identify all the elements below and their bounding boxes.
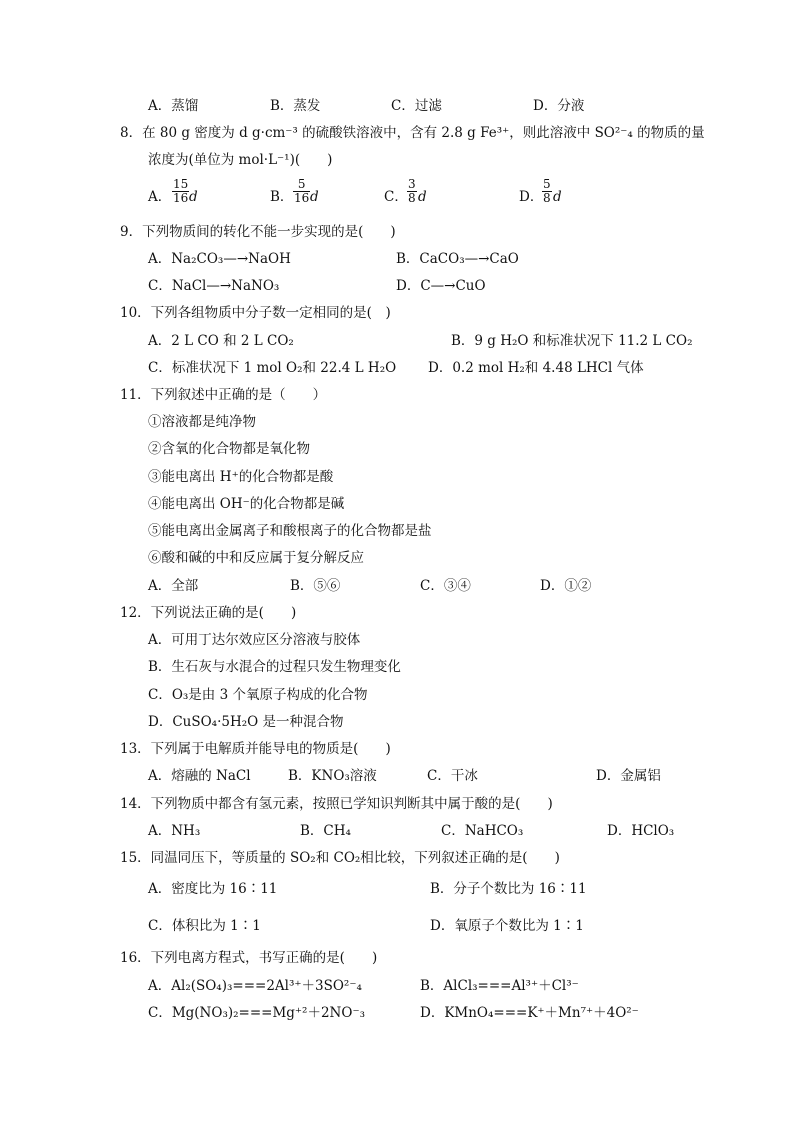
q12-option-d: D．CuSO₄·5H₂O 是一种混合物	[148, 714, 344, 730]
q9-option-a: A．Na₂CO₃—→NaOH	[148, 251, 291, 267]
q15-option-d: D．氧原子个数比为 1∶1	[430, 918, 584, 934]
q11-statement-6: ⑥酸和碱的中和反应属于复分解反应	[148, 550, 364, 566]
q8-option-b-fraction	[293, 178, 310, 205]
q9-stem: 9．下列物质间的转化不能一步实现的是( )	[120, 224, 396, 240]
q7-option-d: D．分液	[533, 98, 585, 114]
q15-option-c: C．体积比为 1∶1	[148, 918, 261, 934]
q14-option-c: C．NaHCO₃	[441, 823, 524, 839]
q10-stem: 10．下列各组物质中分子数一定相同的是( )	[120, 305, 391, 321]
q11-option-d: D．①②	[540, 578, 592, 594]
q12-stem: 12．下列说法正确的是( )	[120, 605, 297, 621]
q13-option-b: B．KNO₃溶液	[288, 768, 377, 784]
q13-option-c: C．干冰	[427, 768, 478, 784]
q11-option-b: B．⑤⑥	[290, 578, 341, 594]
q13-stem: 13．下列属于电解质并能导电的物质是( )	[120, 741, 391, 757]
q12-option-c: C．O₃是由 3 个氧原子构成的化合物	[148, 687, 368, 703]
q8-option-d-variable: d	[553, 189, 562, 205]
q11-option-c: C．③④	[420, 578, 471, 594]
q16-option-b: B．AlCl₃===Al³⁺＋Cl³⁻	[420, 978, 579, 994]
q8-stem-line1: 8．在 80 g 密度为 d g·cm⁻³ 的硫酸铁溶液中，含有 2.8 g Fe³⁺，则此溶液中 SO²⁻₄ 的物质的量	[120, 125, 705, 141]
q12-option-a: A．可用丁达尔效应区分溶液与胶体	[148, 632, 361, 648]
q13-option-a: A．熔融的 NaCl	[148, 768, 251, 784]
q11-option-a: A．全部	[148, 578, 199, 594]
q14-option-d: D．HClO₃	[607, 823, 675, 839]
q8-stem-line2: 浓度为(单位为 mol·L⁻¹)( )	[148, 152, 333, 168]
q16-option-d: D．KMnO₄===K⁺＋Mn⁷⁺＋4O²⁻	[420, 1005, 639, 1021]
q16-stem: 16．下列电离方程式，书写正确的是( )	[120, 950, 378, 966]
q15-stem: 15．同温同压下，等质量的 SO₂和 CO₂相比较，下列叙述正确的是( )	[120, 850, 560, 866]
q8-option-a-fraction	[172, 178, 189, 205]
q13-option-d: D．金属铝	[596, 768, 661, 784]
q7-option-b: B．蒸发	[270, 98, 321, 114]
q15-option-b: B．分子个数比为 16∶11	[430, 881, 587, 897]
fraction-denominator: 16	[294, 191, 310, 205]
q8-option-c-variable: d	[418, 189, 427, 205]
q9-option-c: C．NaCl—→NaNO₃	[148, 278, 280, 294]
q12-option-b: B．生石灰与水混合的过程只发生物理变化	[148, 659, 401, 675]
fraction-numerator: 5	[297, 177, 306, 191]
q7-option-c: C．过滤	[391, 98, 442, 114]
fraction-denominator: 16	[173, 191, 189, 205]
q11-stem: 11．下列叙述中正确的是（ ）	[120, 387, 327, 403]
q9-option-b: B．CaCO₃—→CaO	[396, 251, 519, 267]
q10-option-d: D．0.2 mol H₂和 4.48 LHCl 气体	[428, 360, 644, 376]
q8-option-b-variable: d	[310, 189, 319, 205]
q16-option-c: C．Mg(NO₃)₂===Mg⁺²＋2NO⁻₃	[148, 1005, 365, 1021]
q8-option-d-label: D．	[519, 189, 544, 205]
q7-option-a: A．蒸馏	[148, 98, 199, 114]
fraction-numerator: 5	[543, 177, 551, 191]
q16-option-a: A．Al₂(SO₄)₃===2Al³⁺＋3SO²⁻₄	[148, 978, 362, 994]
q10-option-b: B．9 g H₂O 和标准状况下 11.2 L CO₂	[451, 333, 693, 349]
q8-option-b-label: B．	[270, 189, 294, 205]
q10-option-c: C．标准状况下 1 mol O₂和 22.4 L H₂O	[148, 360, 397, 376]
q9-option-d: D．C—→CuO	[396, 278, 486, 294]
q14-option-a: A．NH₃	[148, 823, 201, 839]
q11-statement-3: ③能电离出 H⁺的化合物都是酸	[148, 469, 334, 485]
fraction-numerator: 15	[173, 177, 189, 191]
q14-option-b: B．CH₄	[300, 823, 351, 839]
fraction-numerator: 3	[408, 177, 416, 191]
q8-option-c-label: C．	[384, 189, 408, 205]
q8-option-d-fraction	[542, 178, 552, 205]
q11-statement-1: ①溶液都是纯净物	[148, 414, 256, 430]
fraction-denominator: 8	[543, 191, 551, 205]
q14-stem: 14．下列物质中都含有氢元素，按照已学知识判断其中属于酸的是( )	[120, 796, 553, 812]
fraction-denominator: 8	[408, 191, 416, 205]
q10-option-a: A．2 L CO 和 2 L CO₂	[148, 333, 294, 349]
q11-statement-5: ⑤能电离出金属离子和酸根离子的化合物都是盐	[148, 523, 432, 539]
q15-option-a: A．密度比为 16∶11	[148, 881, 278, 897]
q8-option-c-fraction	[407, 178, 417, 205]
q11-statement-2: ②含氧的化合物都是氧化物	[148, 441, 310, 457]
q8-option-a-variable: d	[189, 189, 198, 205]
q8-option-a-label: A．	[148, 189, 172, 205]
q11-statement-4: ④能电离出 OH⁻的化合物都是碱	[148, 496, 345, 512]
